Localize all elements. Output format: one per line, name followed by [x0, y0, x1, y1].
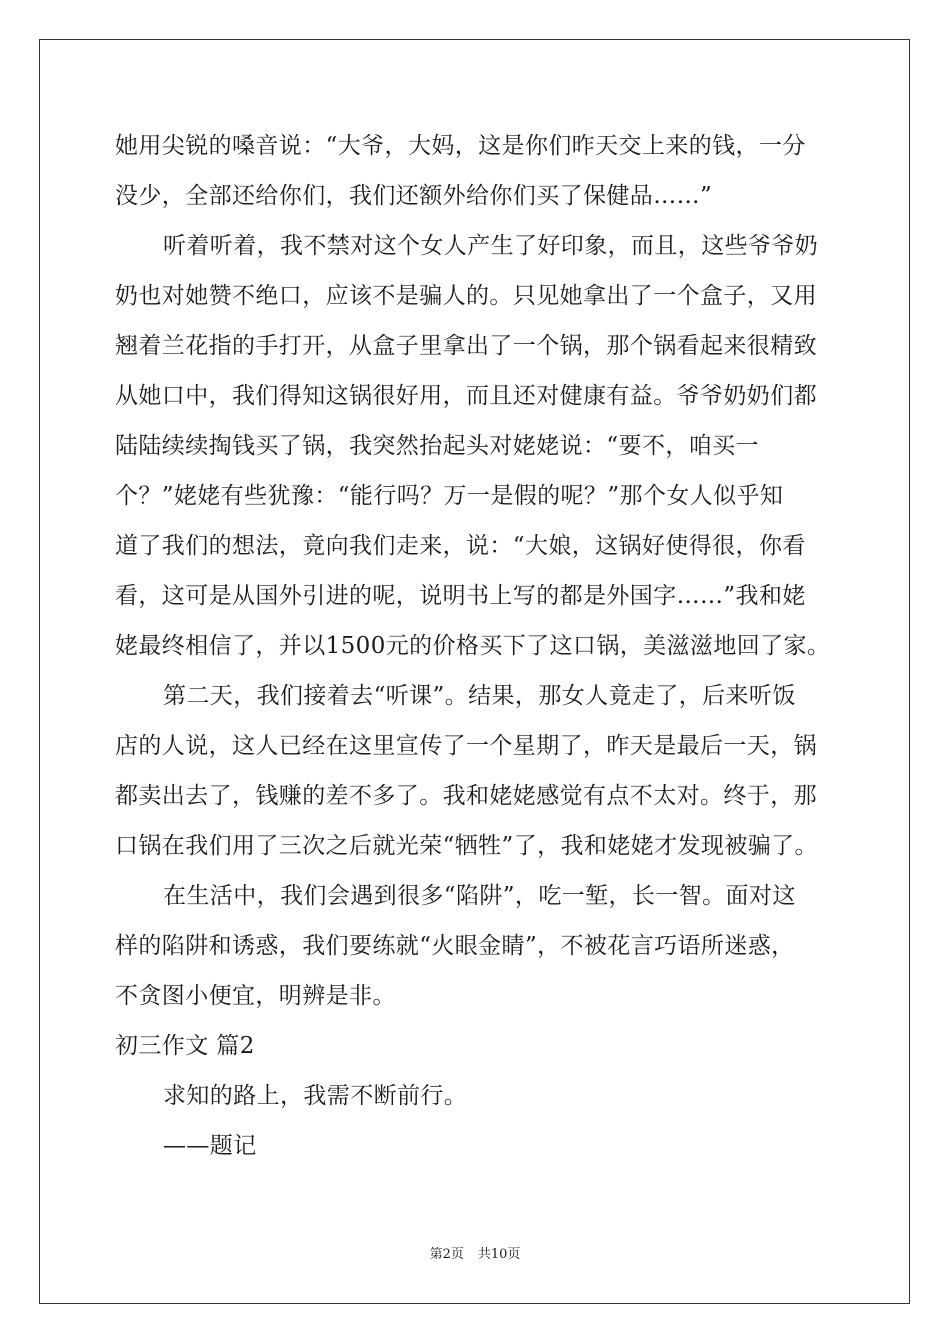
text-line: 都卖出去了，钱赚的差不多了。我和姥姥感觉有点不太对。终于，那	[115, 783, 817, 809]
text-line: 第二天，我们接着去“听课”。结果，那女人竟走了，后来听饭	[163, 683, 796, 709]
text-line: 陆陆续续掏钱买了锅，我突然抬起头对姥姥说：“要不，咱买一	[115, 433, 759, 459]
text-line: 个？”姥姥有些犹豫：“能行吗？万一是假的呢？”那个女人似乎知	[115, 483, 784, 509]
text-line: 她用尖锐的嗓音说：“大爷，大妈，这是你们昨天交上来的钱，一分	[115, 133, 806, 159]
text-line: 姥最终相信了，并以1500元的价格买下了这口锅，美滋滋地回了家。	[115, 633, 831, 659]
page-total: 共10页	[477, 1247, 521, 1262]
text-line: 听着听着，我不禁对这个女人产生了好印象，而且，这些爷爷奶	[163, 233, 819, 259]
text-line: 翘着兰花指的手打开，从盒子里拿出了一个锅，那个锅看起来很精致	[115, 333, 817, 359]
document-body	[115, 126, 845, 1176]
page-footer	[0, 1245, 950, 1265]
text-line: 在生活中，我们会遇到很多“陷阱”，吃一堑，长一智。面对这	[163, 883, 796, 909]
section-heading: 初三作文 篇2	[115, 1033, 255, 1059]
text-line: 奶也对她赞不绝口，应该不是骗人的。只见她拿出了一个盒子，又用	[115, 283, 817, 309]
text-line: 样的陷阱和诱惑，我们要练就“火眼金睛”，不被花言巧语所迷惑，	[115, 933, 795, 959]
text-line: 不贪图小便宜，明辨是非。	[115, 983, 396, 1009]
text-line: 没少，全部还给你们，我们还额外给你们买了保健品……”	[115, 183, 713, 209]
text-line: 看，这可是从国外引进的呢，说明书上写的都是外国字……”我和姥	[115, 583, 806, 609]
text-line: 求知的路上，我需不断前行。	[163, 1083, 468, 1109]
text-line: 店的人说，这人已经在这里宣传了一个星期了，昨天是最后一天，锅	[115, 733, 817, 759]
epigraph-attribution: ——题记	[163, 1133, 257, 1159]
text-line: 口锅在我们用了三次之后就光荣“牺牲”了，我和姥姥才发现被骗了。	[115, 833, 818, 859]
text-line: 道了我们的想法，竟向我们走来，说：“大娘，这锅好使得很，你看	[115, 533, 806, 559]
page-number: 第2页	[429, 1247, 464, 1262]
text-line: 从她口中，我们得知这锅很好用，而且还对健康有益。爷爷奶奶们都	[115, 383, 817, 409]
